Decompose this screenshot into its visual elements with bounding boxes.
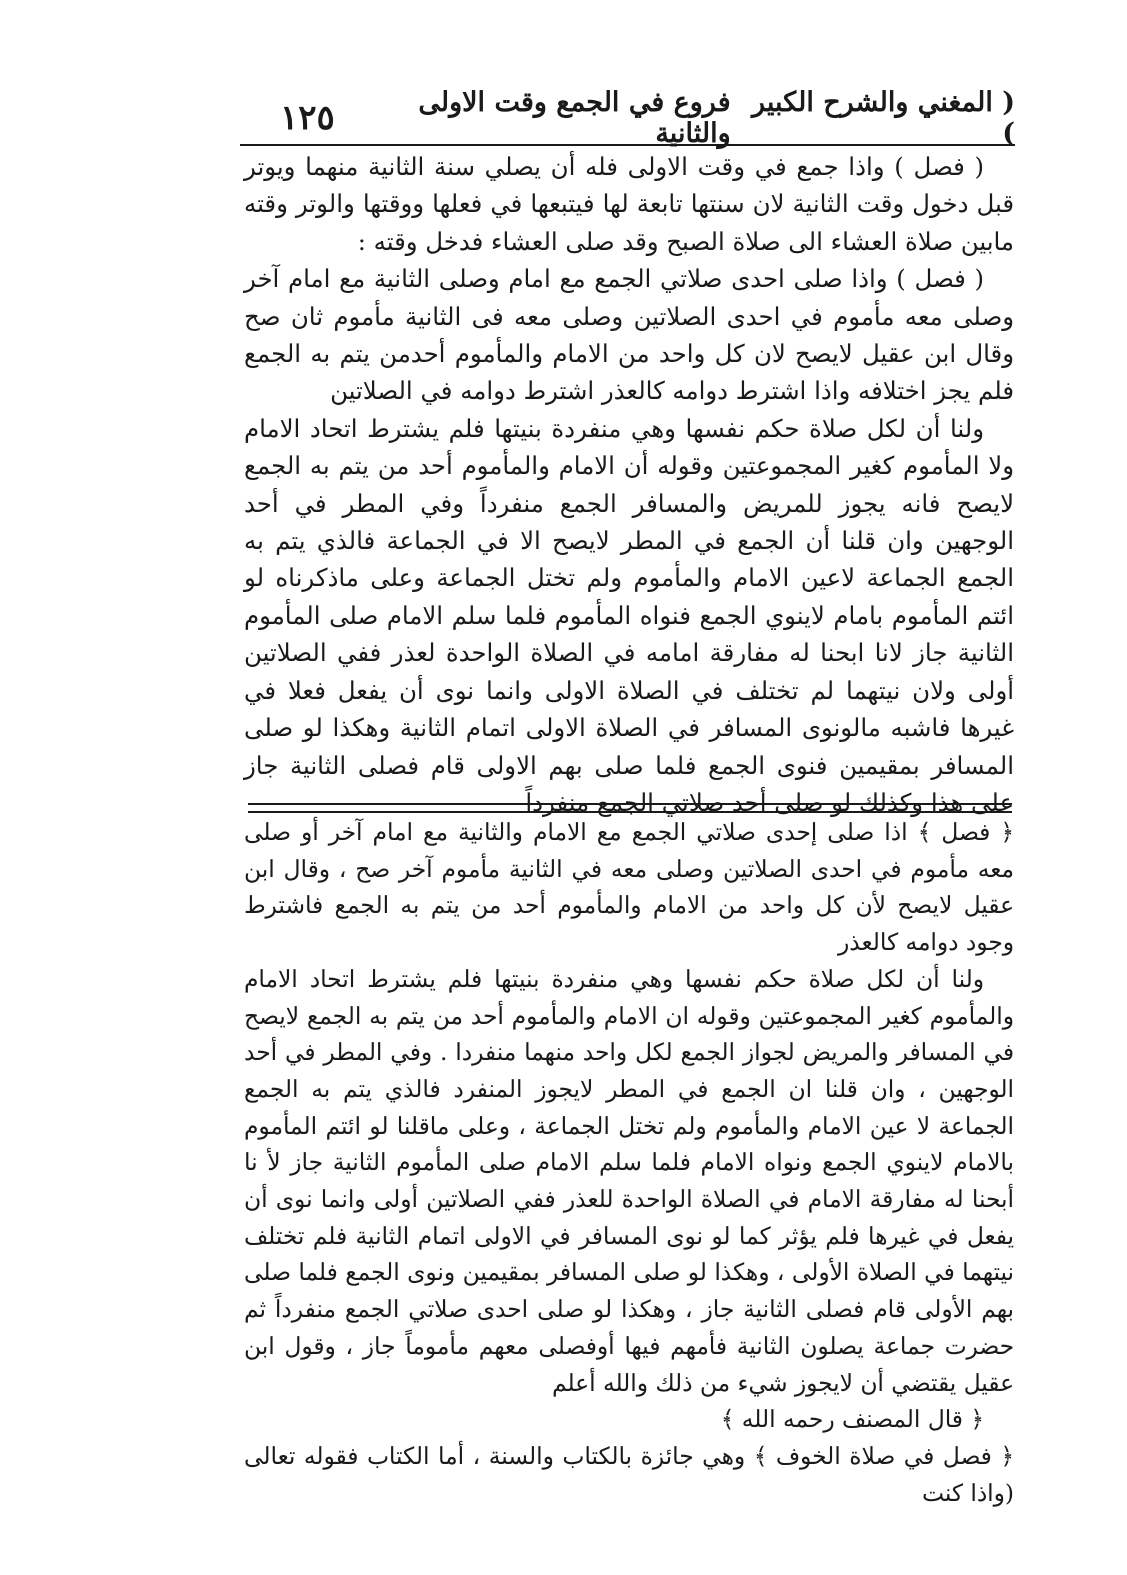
section-title: فروع في الجمع وقت الاولى والثانية [418,87,731,149]
section-divider [248,803,1012,813]
paragraph: ولنا أن لكل صلاة حكم نفسها وهي منفردة بنيتها فلم يشترط اتحاد الامام والمأموم كغير المجموعتين وقوله ان الامام والمأموم أحد من يتم به الجمع لايصح في المسافر والمريض لجواز الجمع لكل واحد منهما منفردا . وفي المطر في أحد الوجهين ، وان قلنا ان الجمع في المطر لايجوز المنفرد فالذي يتم به الجمع الجماعة لا عين الامام والمأموم ولم تختل الجماعة ، وعلى ماقلنا لو ائتم المأموم بالامام لاينوي الجمع ونواه الامام فلما سلم الامام صلى المأموم الثانية جاز لأ نا أبحنا له مفارقة الامام في الصلاة الواحدة للعذر ففي الصلاتين أولى وانما نوى أن يفعل في غيرها فلم يؤثر كما لو نوى المسافر في الاولى اتمام الثانية فلم تختلف نيتهما في الصلاة الأولى ، وهكذا لو صلى المسافر بمقيمين ونوى الجمع فلما صلى بهم الأولى قام فصلى الثانية جاز ، وهكذا لو صلى احدى صلاتي الجمع منفرداً ثم حضرت جماعة يصلون الثانية فأمهم فيها أوفصلى معهم مأموماً جاز ، وقول ابن عقيل يقتضي أن لايجوز شيء من ذلك والله أعلم [244,965,1014,1397]
paragraph: ( فصل ) واذا صلى احدى صلاتي الجمع مع امام وصلى الثانية مع امام آخر وصلى معه مأموم في احدى الصلاتين وصلى معه فى الثانية مأموم ثان صح وقال ابن عقيل لايصح لان كل واحد من الامام والمأموم أحدمن يتم به الجمع فلم يجز اختلافه واذا اشترط دوامه كالعذر اشترط دوامه في الصلاتين [244,264,1014,406]
book-title: ( المغني والشرح الكبير ) [752,87,1015,149]
paragraph: ﴿ فصل في صلاة الخوف ﴾ وهي جائزة بالكتاب والسنة ، أما الكتاب فقوله تعالى (واذا كنت [244,1442,1014,1507]
sharh-text [244,815,1014,1512]
heading: ﴿ قال المصنف رحمه الله ﴾ [720,1406,984,1434]
running-header [240,87,1015,149]
paragraph: ولنا أن لكل صلاة حكم نفسها وهي منفردة بنيتها فلم يشترط اتحاد الامام ولا المأموم كغير المجموعتين وقوله أن الامام والمأموم أحد من يتم به الجمع لايصح فانه يجوز للمريض والمسافر الجمع منفرداً وفي المطر في أحد الوجهين وان قلنا أن الجمع في المطر لايصح الا في الجماعة فالذي يتم به الجمع الجماعة لاعين الامام والمأموم ولم تختل الجماعة وعلى ماذكرناه لو ائتم المأموم بامام لاينوي الجمع فنواه المأموم فلما سلم الامام صلى المأموم الثانية جاز لانا ابحنا له مفارقة امامه في الصلاة الواحدة لعذر ففي الصلاتين أولى ولان نيتهما لم تختلف في الصلاة الاولى وانما نوى أن يفعل فعلا في غيرها فاشبه مالونوى المسافر في الصلاة الاولى اتمام الثانية وهكذا لو صلى المسافر بمقيمين فنوى الجمع فلما صلى بهم الاولى قام فصلى الثانية جاز على هذا وكذلك لو صلى أحد صلاتي الجمع منفرداً [244,413,1014,817]
paragraph: ﴿ فصل ﴾ اذا صلى إحدى صلاتي الجمع مع الامام والثانية مع امام آخر أو صلى معه مأموم في احدى الصلاتين وصلى معه في الثانية مأموم آخر صح ، وقال ابن عقيل لايصح لأن كل واحد من الامام والمأموم أحد من يتم به الجمع فاشترط وجود دوامه كالعذر [244,819,1014,957]
mughni-text [244,148,1014,821]
paragraph: ( فصل ) واذا جمع في وقت الاولى فله أن يصلي سنة الثانية منهما ويوتر قبل دخول وقت الثانية لان سنتها تابعة لها فيتبعها في فعلها ووقتها والوتر وقته مابين صلاة العشاء الى صلاة الصبح وقد صلى العشاء فدخل وقته : [244,152,1014,256]
page-number: ١٢٥ [280,98,335,138]
